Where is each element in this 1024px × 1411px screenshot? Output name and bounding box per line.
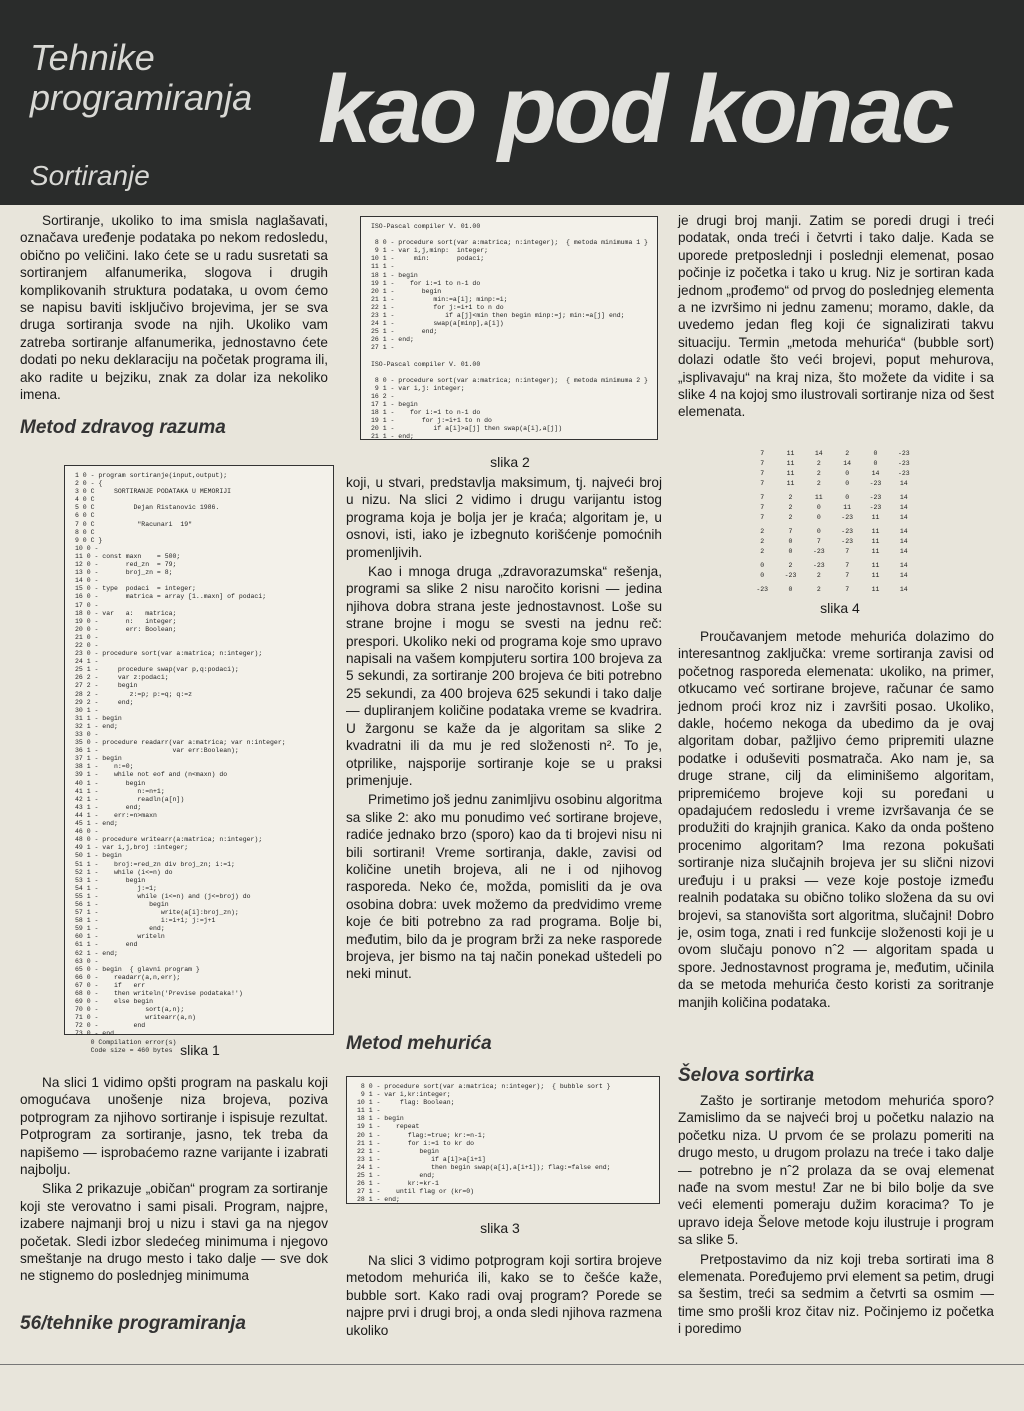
paragraph: Na slici 3 vidimo potprogram koji sortira brojeve metodom mehurića ili, kako se to češće kaže, bubble sort. Kako radi ovaj program? Porede se najpre prvi i drugi broj, a onda sledi njihova razmena ukoliko xyxy=(346,1253,662,1338)
table-row xyxy=(748,572,918,582)
table-cell: -23 xyxy=(812,562,825,569)
table-group xyxy=(748,586,918,596)
table-cell: 11 xyxy=(871,562,880,569)
column-1-body xyxy=(20,1074,328,1287)
table-cell: 11 xyxy=(814,494,823,501)
table-cell: 11 xyxy=(871,514,880,521)
table-row xyxy=(748,504,918,514)
table-cell: 11 xyxy=(843,504,852,511)
table-cell: -23 xyxy=(869,494,882,501)
table-row xyxy=(748,450,918,460)
table-cell: 7 xyxy=(760,514,765,521)
subheading-metod-mehurica: Metod mehurića xyxy=(346,1033,492,1054)
table-cell: 2 xyxy=(816,480,821,487)
table-cell: 2 xyxy=(760,548,765,555)
table-cell: 2 xyxy=(845,450,850,457)
table-group xyxy=(748,562,918,582)
table-row xyxy=(748,548,918,558)
table-cell: 2 xyxy=(816,470,821,477)
table-cell: 2 xyxy=(788,514,793,521)
table-cell: -23 xyxy=(897,450,910,457)
table-row xyxy=(748,460,918,470)
code-listing-slika-2: ISO-Pascal compiler V. 01.00 8 0 - procedure sort(var a:matrica; n:integer); { metoda minimuma 1 } 9 1 - var i,j,minp: integer; 10 1 - min: podaci; 11 1 - 18 1 - begin 19 1 - for i:=1 to n-1 do 20 1 - begin 21 1 - min:=a[i]; minp:=i; 22 1 - for j:=i+1 to n do 23 1 - if a[j]<min then begin minp:=j; min:=a[j] end; 24 1 - swap(a[minp],a[i]) 25 1 - end; 26 1 - end; 27 1 - ISO-Pascal compiler V. 01.00 8 0 - procedure sort(var a:matrica; n:integer); { metoda minimuma 2 } 9 1 - var i,j: integer; 16 2 - 17 1 - begin 18 1 - for i:=1 to n-1 do 19 1 - for j:=i+1 to n do 20 1 - if a[i]>a[j] then swap(a[i],a[j]) 21 1 - end; xyxy=(360,216,658,440)
title-banner xyxy=(0,0,1024,205)
table-cell: 7 xyxy=(760,460,765,467)
table-cell: 7 xyxy=(760,450,765,457)
kicker-line-2: programiranja xyxy=(30,77,253,118)
table-row xyxy=(748,586,918,596)
table-cell: 14 xyxy=(899,494,908,501)
table-cell: 0 xyxy=(788,538,793,545)
table-cell: 14 xyxy=(899,514,908,521)
table-cell: 0 xyxy=(788,586,793,593)
table-cell: -23 xyxy=(812,548,825,555)
table-cell: -23 xyxy=(869,480,882,487)
table-cell: 0 xyxy=(845,494,850,501)
table-group xyxy=(748,494,918,524)
table-cell: 2 xyxy=(816,572,821,579)
subheading-selova-sortirka: Šelova sortirka xyxy=(678,1065,815,1086)
table-cell: 11 xyxy=(786,450,795,457)
column-3-body-2 xyxy=(678,628,994,1013)
table-cell: 0 xyxy=(845,470,850,477)
subheading-metod-zdravog-razuma: Metod zdravog razuma xyxy=(20,417,226,438)
table-cell: 11 xyxy=(786,480,795,487)
table-cell: 7 xyxy=(788,528,793,535)
series-kicker xyxy=(30,38,252,118)
table-cell: 14 xyxy=(899,538,908,545)
table-cell: 14 xyxy=(899,572,908,579)
table-cell: 14 xyxy=(899,562,908,569)
table-row xyxy=(748,514,918,524)
table-cell: 7 xyxy=(845,562,850,569)
table-cell: -23 xyxy=(841,538,853,545)
table-cell: -23 xyxy=(897,470,910,477)
table-cell: 7 xyxy=(845,586,850,593)
table-cell: 7 xyxy=(845,572,850,579)
table-cell: 7 xyxy=(760,480,765,487)
table-cell: 2 xyxy=(788,504,793,511)
caption-slika-3: slika 3 xyxy=(480,1220,520,1236)
table-cell: 0 xyxy=(845,480,850,487)
table-cell: 11 xyxy=(871,528,880,535)
table-cell: 2 xyxy=(816,586,821,593)
table-cell: -23 xyxy=(897,460,910,467)
table-row xyxy=(748,528,918,538)
paragraph: Proučavanjem metode mehurića dolazimo do interesantnog zaključka: vreme sortiranja zavisi od početnog rasporeda elemenata: ukoliko, na primer, otkucamo već sortirane brojeve, računar će samo jednom proći kroz niz i završiti posao. Ukoliko, dakle, hoćemo nekoga da ubedimo da je ovaj algoritam dobar, pažljivo ćemo pripremiti ulazne podatke i oduševiti posmatrača. Ako nam je, sa druge strane, cilj da eliminišemo algoritam, pripremićemo brojeve koji su poređani u opadajućem redosledu i vreme izvršavanja će se produžiti do krajnjih granica. Kako da onda pošteno procenimo algoritam? Ima rezona pokušati sortiranje niza slučajnih brojeva jer su slični nizovi uređuju i u praksi — veze koje postoje između realnih podataka su obično toliko složena da su ovi brojevi, sa stanovišta sort algoritma, slučajni! Dobro je, osim toga, znati i red funkcije složenosti koji je u ovom slučaju ponovo nˆ2 — algoritam spada u spore. Jednostavnost programa je, međutim, učinila da se metoda mehurića često koristi za soritranje manjih količina podataka. xyxy=(678,629,994,1010)
table-cell: 14 xyxy=(814,450,823,457)
column-3-body xyxy=(678,212,994,423)
table-cell: 7 xyxy=(816,538,821,545)
kicker-line-1: Tehnike xyxy=(30,37,155,78)
table-cell: 0 xyxy=(816,514,821,521)
table-cell: -23 xyxy=(841,528,853,535)
column-2-body xyxy=(346,474,662,985)
table-cell: 0 xyxy=(873,460,878,467)
table-cell: 11 xyxy=(871,548,880,555)
paragraph: Na slici 1 vidimo opšti program na paskalu koji omogućava unošenje niza brojeva, poziva potprogram za njihovo sortiranje i ispisuje rezultat. Potprogram za sortiranje, jasno, tek treba da napišemo — isprobaćemo razne varijante i izabrati najbolju. xyxy=(20,1075,328,1178)
table-cell: 14 xyxy=(899,528,908,535)
table-cell: 2 xyxy=(788,494,793,501)
table-group xyxy=(748,450,918,490)
table-row xyxy=(748,538,918,548)
table-cell: 7 xyxy=(845,548,850,555)
caption-slika-4: slika 4 xyxy=(820,600,860,616)
column-3-body-3 xyxy=(678,1092,994,1340)
table-cell: 0 xyxy=(816,528,821,535)
table-cell: 7 xyxy=(760,494,765,501)
table-cell: 11 xyxy=(871,572,880,579)
column-2-body-2 xyxy=(346,1252,662,1341)
page-footer: 56/tehnike programiranja xyxy=(20,1313,246,1334)
table-group xyxy=(748,528,918,558)
table-cell: 0 xyxy=(816,504,821,511)
table-cell: 14 xyxy=(899,504,908,511)
table-cell: 7 xyxy=(760,470,765,477)
table-cell: -23 xyxy=(869,504,882,511)
table-cell: 7 xyxy=(760,504,765,511)
table-cell: 2 xyxy=(760,528,765,535)
paragraph: je drugi broj manji. Zatim se poredi drugi i treći podatak, onda treći i četvrti i tako dalje. Kada se uporede pretposlednji i poslednji elemenat, posao počinje iz početka i tako u krug. Niz je sortiran kada jednom „prođemo“ od prvog do poslednjeg elementa a ne izvršimo ni jednu zamenu; moramo, dakle, da uvedemo jedan fleg koji će signalizirati takvu situaciju. Termin „metoda mehurića“ (bubble sort) dolazi odatle što veći brojevi, poput mehurova, „isplivavaju“ na kraj niza, što možete da vidite i sa slike 4 na kojoj smo ilustrovali sortiranje niza od šest elemenata. xyxy=(678,213,994,420)
table-cell: 2 xyxy=(816,460,821,467)
table-row xyxy=(748,562,918,572)
table-cell: -23 xyxy=(784,572,797,579)
table-row xyxy=(748,480,918,490)
table-row xyxy=(748,494,918,504)
table-cell: 14 xyxy=(899,586,908,593)
table-cell: 0 xyxy=(760,572,765,579)
table-row xyxy=(748,470,918,480)
table-cell: 0 xyxy=(873,450,878,457)
headline: kao pod konac xyxy=(318,56,952,163)
paragraph: Sortiranje, ukoliko to ima smisla naglašavati, označava uređenje podataka po nekom redosledu, obično po veličini. Iako ćete se u radu susretati sa sortiranjem alfanumerika, slogova i drugih komplikovanih struktura podataka, u ovom ćemo se napisu baviti isključivo brojevima, jer se sva druga sortiranja svode na njih. Ukoliko vam zatreba sortiranje alfanumerika, jednostavno ćete dodati po neku deklaraciju na početak programa ili, ako radite u bejziku, znak za dolar iza nekoliko imena. xyxy=(20,213,328,403)
paragraph: Pretpostavimo da niz koji treba sortirati ima 8 elemenata. Poređujemo prvi element sa petim, drugi sa šestim, treći sa sedmim a četvrti sa osmim — time smo prošli kroz čitav niz. Počinjemo iz početka i poredimo xyxy=(678,1251,994,1337)
table-cell: 11 xyxy=(786,470,795,477)
paragraph: koji, u stvari, predstavlja maksimum, tj. najveći broj u nizu. Na slici 2 vidimo i drugu varijantu istog programa koja je bolja jer je kraća; algoritam je, u osnovi, isti, iako je izbegnuto korišćenje pomoćnih promenljivih. xyxy=(346,475,662,560)
paragraph: Primetimo još jednu zanimljivu osobinu algoritma sa slike 2: ako mu ponudimo već sortirane brojeve, radiće jednako brzo (sporo) kao da ti brojevi nisu ni bili sortirani! Vreme sortiranja, dakle, zavisi od količine unetih brojeva, ali ne i od njihovog rasporeda. Neko će, možda, pomisliti da je ova osobina dobra: uvek možemo da predvidimo vreme koje će biti potrebno za rad programa. Bolje bi, međutim, bilo da je program brži za neke rasporede brojeva, jer bismo na taj način ponekad uštedeli po neki minut. xyxy=(346,792,662,982)
table-cell: -23 xyxy=(756,586,769,593)
code-listing-slika-1: 1 0 - program sortiranje(input,output); 2 0 - { 3 0 C SORTIRANJE PODATAKA U MEMORIJI 4 0 C 5 0 C Dejan Ristanovic 1986. 6 0 C 7 0 C "Racunari 19" 8 0 C 9 0 C } 10 0 - 11 0 - const maxn = 500; 12 0 - red_zn = 79; 13 0 - broj_zn = 8; 14 0 - 15 0 - type podaci = integer; 16 0 - matrica = array [1..maxn] of podaci; 17 0 - 18 0 - var a: matrica; 19 0 - n: integer; 20 0 - err: Boolean; 21 0 - 22 0 - 23 0 - procedure sort(var a:matrica; n:integer); 24 1 - 25 1 - procedure swap(var p,q:podaci); 26 2 - var z:podaci; 27 2 - begin 28 2 - z:=p; p:=q; q:=z 29 2 - end; 30 1 - 31 1 - begin 32 1 - end; 33 0 - 35 0 - procedure readarr(var a:matrica; var n:integer; 36 1 - var err:Boolean); 37 1 - begin 38 1 - n:=0; 39 1 - while not eof and (n<maxn) do 40 1 - begin 41 1 - n:=n+1; 42 1 - readln(a[n]) 43 1 - end; 44 1 - err:=n>maxn 45 1 - end; 46 0 - 48 0 - procedure writearr(a:matrica; n:integer); 49 1 - var i,j,broj :integer; 50 1 - begin 51 1 - broj:=red_zn div broj_zn; i:=1; 52 1 - while (i<=n) do 53 1 - begin 54 1 - j:=1; 55 1 - while (i<=n) and (j<=broj) do 56 1 - begin 57 1 - write(a[i]:broj_zn); 58 1 - i:=i+1; j:=j+1 59 1 - end; 60 1 - writeln 61 1 - end 62 1 - end; 63 0 - 65 0 - begin { glavni program } 66 0 - readarr(a,n,err); 67 0 - if err 68 0 - then writeln('Previse podataka!') 69 0 - else begin 70 0 - sort(a,n); 71 0 - writearr(a,n) 72 0 - end 73 0 - end. 0 Compilation error(s) Code size = 460 bytes xyxy=(64,465,334,1035)
table-cell: 2 xyxy=(788,562,793,569)
sort-steps-table-slika-4 xyxy=(748,450,918,600)
table-cell: -23 xyxy=(841,514,853,521)
table-cell: 14 xyxy=(843,460,852,467)
table-cell: 0 xyxy=(760,562,765,569)
table-cell: 11 xyxy=(871,538,880,545)
table-cell: 14 xyxy=(899,548,908,555)
table-cell: 14 xyxy=(899,480,908,487)
paragraph: Kao i mnoga druga „zdravorazumska“ rešenja, programi sa slike 2 nisu naročito korisni — jedina njihova dobra strana jeste jednostavnost. Loše su strane brojne i mogu se svesti na jednu reč: prespori. Ukoliko neki od programa koje smo upravo napisali na vašem kompjuteru sortira 100 brojeva za 5 sekundi, za sortiranje 200 brojeva će biti potrebno 25 sekundi, za 400 brojeva 625 sekundi i tako dalje — dupliranjem količine podataka vreme se kvadrira. U žargonu se kaže da je algoritam sa slike 2 kvadratni ili da mu je red složenosti n². To je, otprilike, najsporije sortiranje koje se u praksi primenjuje. xyxy=(346,564,662,788)
table-cell: 0 xyxy=(788,548,793,555)
paragraph: Zašto je sortiranje metodom mehurića sporo? Zamislimo da se najveći broj u početku nalazio na početku niza. U prvom će se prolazu pomeriti na drugo mesto, u drugom prolazu na treće i tako dalje — potrebno je nˆ2 prolaza da se ovaj elemenat nađe na svom mestu! Zar ne bi bilo bolje da sve veći elementi pomeraju dužim koracima? To je upravo ideja Šelove metode koju ilustruje i program sa slike 5. xyxy=(678,1093,994,1248)
code-listing-slika-3: 8 0 - procedure sort(var a:matrica; n:integer); { bubble sort } 9 1 - var i,kr:integer; 10 1 - flag: Boolean; 11 1 - 18 1 - begin 19 1 - repeat 20 1 - flag:=true; kr:=n-1; 21 1 - for i:=1 to kr do 22 1 - begin 23 1 - if a[i]>a[i+1] 24 1 - then begin swap(a[i],a[i+1]); flag:=false end; 25 1 - end; 26 1 - kr:=kr-1 27 1 - until flag or (kr=0) 28 1 - end; xyxy=(346,1076,660,1204)
table-cell: 14 xyxy=(871,470,880,477)
paragraph: Slika 2 prikazuje „običan“ program za sortiranje koji ste verovatno i sami pisali. Program, najpre, izabere najmanji broj u nizu i stavi ga na njegov početak. Sledi izbor sledećeg minimuma i njegovo smeštanje na drugo mesto i tako dalje — sve dok ne stignemo do poslednjeg minimuma xyxy=(20,1181,328,1284)
table-cell: 11 xyxy=(871,586,880,593)
page-bottom-rule xyxy=(0,1364,1024,1365)
table-cell: 11 xyxy=(786,460,795,467)
column-1-intro xyxy=(20,212,328,405)
section-title: Sortiranje xyxy=(30,160,150,191)
table-cell: 2 xyxy=(760,538,765,545)
caption-slika-2: slika 2 xyxy=(490,454,530,470)
caption-slika-1: slika 1 xyxy=(180,1042,220,1058)
